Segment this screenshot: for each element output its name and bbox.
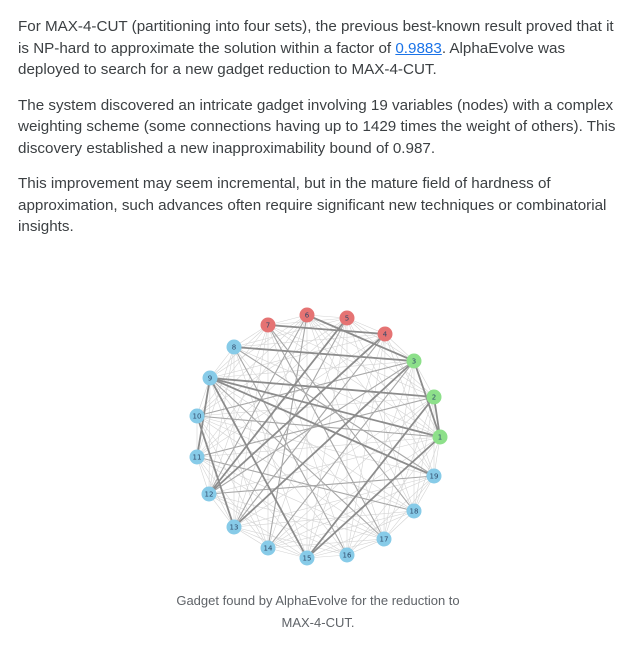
graph-edge bbox=[234, 347, 384, 539]
graph-node-17 bbox=[377, 532, 392, 547]
graph-node-10 bbox=[190, 409, 205, 424]
graph-node-12 bbox=[202, 487, 217, 502]
node-label: 18 bbox=[409, 507, 419, 516]
node-label: 19 bbox=[429, 472, 439, 481]
node-label: 8 bbox=[231, 343, 237, 352]
paragraph-improvement: This improvement may seem incremental, but in the mature field of hardness of approximation, such advances often require significant new techniques or combinatorial insights. bbox=[18, 175, 607, 235]
caption-line-2: MAX-4-CUT. bbox=[281, 615, 355, 630]
graph-edge bbox=[234, 347, 437, 476]
node-label: 11 bbox=[192, 453, 202, 462]
graph-edge bbox=[234, 334, 385, 347]
node-label: 2 bbox=[431, 393, 437, 402]
graph-node-13 bbox=[227, 520, 242, 535]
paragraph-1-text-end: . AlphaEvolve was deployed to search for a new gadget reduction to MAX-4-CUT. bbox=[18, 39, 566, 78]
node-label: 6 bbox=[304, 311, 310, 320]
graph-edge bbox=[307, 334, 385, 558]
graph-edge bbox=[231, 315, 307, 527]
node-label: 14 bbox=[263, 544, 273, 553]
graph-edge bbox=[231, 318, 347, 527]
node-label: 9 bbox=[207, 374, 213, 383]
node-label: 15 bbox=[302, 554, 312, 563]
node-label: 12 bbox=[204, 490, 214, 499]
node-label: 4 bbox=[382, 330, 388, 339]
graph-edge bbox=[307, 511, 414, 558]
graph-edge bbox=[197, 416, 384, 539]
graph-node-2 bbox=[427, 390, 442, 405]
graph-node-3 bbox=[407, 354, 422, 369]
graph-node-7 bbox=[261, 318, 276, 333]
graph-node-15 bbox=[300, 551, 315, 566]
graph-edge bbox=[197, 457, 268, 548]
graph-node-18 bbox=[407, 504, 422, 519]
node-label: 7 bbox=[265, 321, 271, 330]
graph-node-11 bbox=[190, 450, 205, 465]
graph-node-14 bbox=[261, 541, 276, 556]
graph-edge bbox=[197, 361, 414, 416]
graph-edge bbox=[234, 347, 347, 555]
graph-node-8 bbox=[227, 340, 242, 355]
graph-node-6 bbox=[300, 308, 315, 323]
graph-node-4 bbox=[378, 327, 393, 342]
graph-node-19 bbox=[427, 469, 442, 484]
node-label: 13 bbox=[229, 523, 239, 532]
node-label: 3 bbox=[411, 357, 417, 366]
figure-caption bbox=[0, 590, 636, 634]
graph-edge bbox=[209, 378, 210, 494]
graph-node-1 bbox=[433, 430, 448, 445]
graph-node-5 bbox=[340, 311, 355, 326]
reference-link[interactable]: 0.9883 bbox=[395, 39, 442, 57]
node-label: 17 bbox=[379, 535, 389, 544]
node-label: 5 bbox=[344, 314, 350, 323]
graph-edge bbox=[234, 318, 347, 347]
paragraph-gadget-discovery: The system discovered an intricate gadget involving 19 variables (nodes) with a complex weighting scheme (some connections having up to 1429 times the weight of others). This discovery established a new inapproximability bound of 0.987. bbox=[18, 96, 616, 157]
node-label: 16 bbox=[342, 551, 352, 560]
graph-node-16 bbox=[340, 548, 355, 563]
graph-node-9 bbox=[203, 371, 218, 386]
paragraph-1-text-start: For MAX-4-CUT (partitioning into four sets), the previous best-known result proved that it is NP-hard to approximate the solution within a factor of bbox=[18, 18, 614, 57]
caption-line-1: Gadget found by AlphaEvolve for the reduction to bbox=[176, 593, 460, 608]
node-label: 10 bbox=[192, 412, 202, 421]
graph-edge bbox=[197, 325, 268, 416]
node-label: 1 bbox=[437, 433, 443, 442]
